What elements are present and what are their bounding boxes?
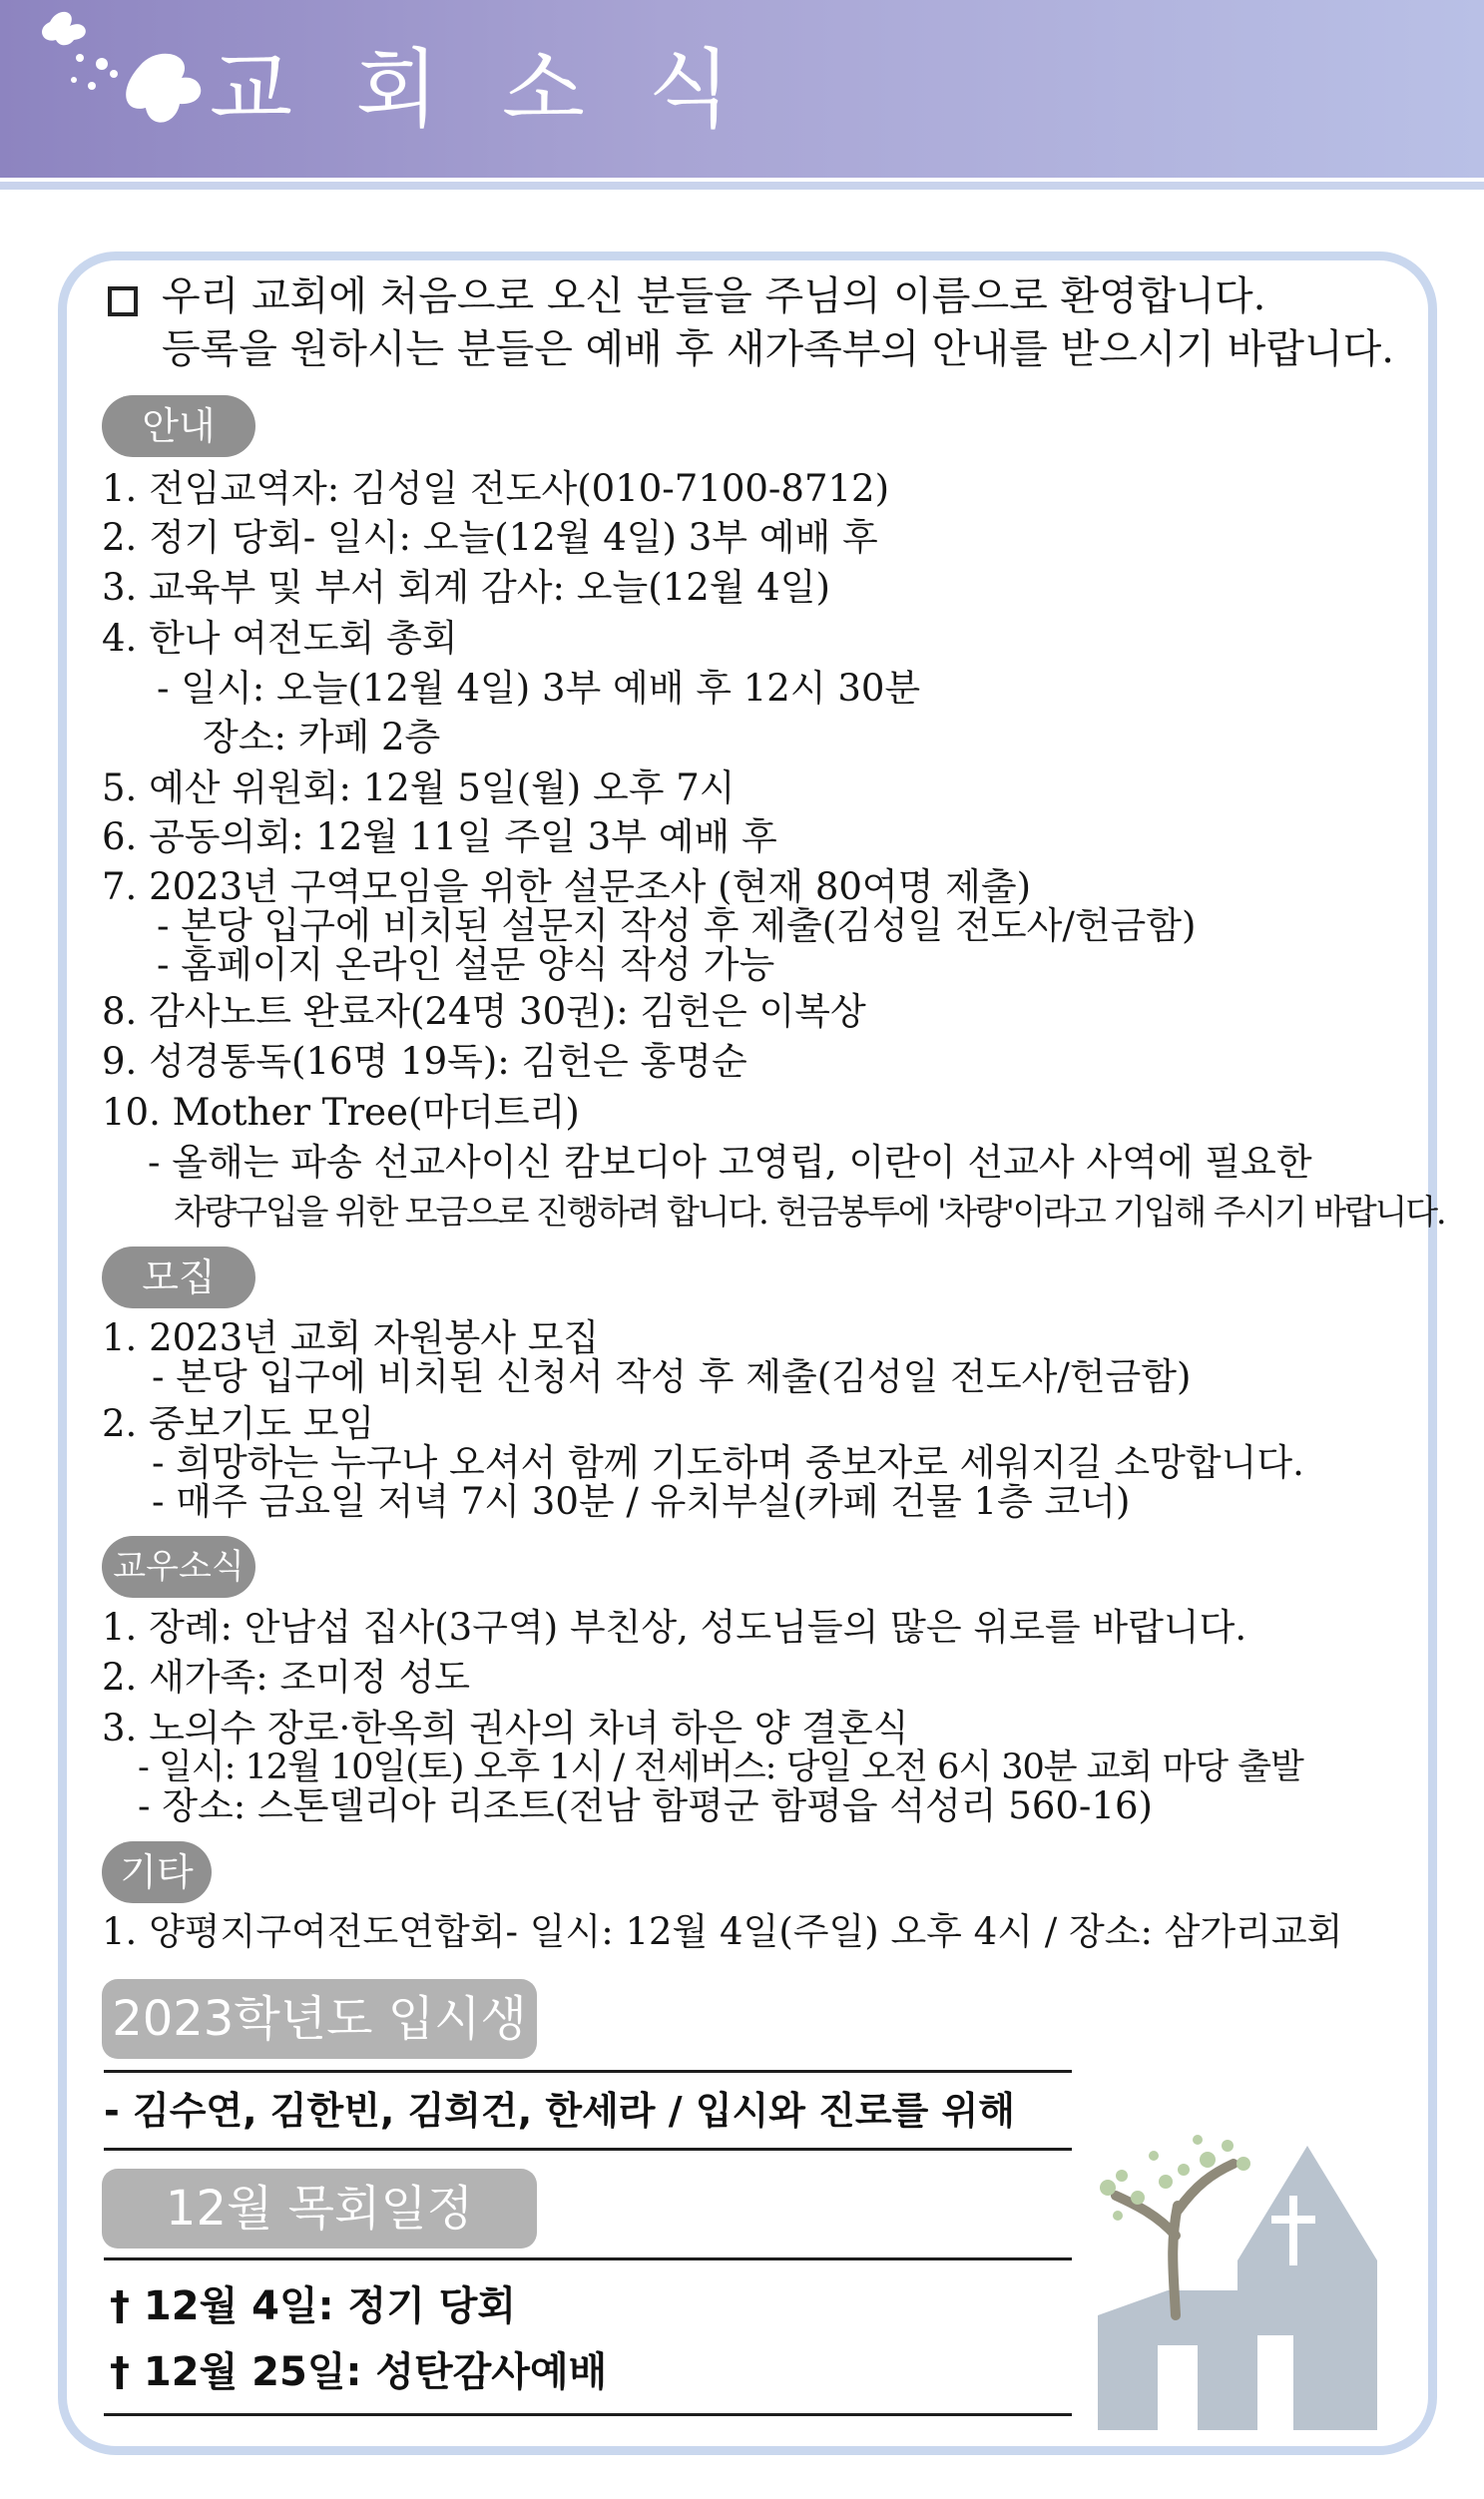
section-label-members: 교우소식	[102, 1536, 255, 1598]
list-item: 3. 노의수 장로·한옥희 권사의 차녀 하은 양 결혼식	[102, 1707, 909, 1749]
list-item: 5. 예산 위원회: 12월 5일(월) 오후 7시	[102, 766, 736, 809]
list-item: 7. 2023년 구역모임을 위한 설문조사 (현재 80여명 제출)	[102, 865, 1032, 908]
welcome-text: 우리 교회에 처음으로 오신 분들을 주님의 이름으로 환영합니다.	[162, 273, 1266, 319]
list-item: 2. 정기 당회- 일시: 오늘(12월 4일) 3부 예배 후	[102, 516, 878, 559]
page-title: 교 회 소 식	[210, 40, 749, 140]
exam-students: - 김수연, 김한빈, 김희건, 한세라 / 입시와 진로를 위해	[104, 2089, 1015, 2133]
list-item: 3. 교육부 및 부서 회계 감사: 오늘(12월 4일)	[102, 566, 830, 609]
list-item: 9. 성경통독(16명 19독): 김헌은 홍명순	[102, 1040, 747, 1083]
list-item: - 본당 입구에 비치된 신청서 작성 후 제출(김성일 전도사/헌금함)	[152, 1355, 1192, 1398]
list-item: 1. 양평지구여전도연합회- 일시: 12월 4일(주일) 오후 4시 / 장소: 삼가리교회	[102, 1910, 1343, 1953]
schedule-item: † 12월 25일: 성탄감사예배	[110, 2349, 608, 2395]
checkbox-icon	[108, 286, 138, 316]
list-item: 1. 2023년 교회 자원봉사 모집	[102, 1316, 600, 1359]
list-item: 6. 공동의회: 12월 11일 주일 3부 예배 후	[102, 815, 777, 858]
list-item: 10. Mother Tree(마더트리)	[102, 1091, 580, 1134]
list-item: 2. 새가족: 조미정 성도	[102, 1656, 470, 1699]
section-label-guide: 안내	[102, 395, 255, 457]
divider	[104, 2070, 1072, 2073]
list-item: 1. 전임교역자: 김성일 전도사(010-7100-8712)	[102, 467, 890, 510]
list-item: 장소: 카페 2층	[203, 716, 441, 758]
list-item: 2. 중보기도 모임	[102, 1402, 375, 1445]
church-icon	[1058, 2086, 1397, 2430]
divider	[104, 2413, 1072, 2416]
list-item: 4. 한나 여전도회 총회	[102, 617, 458, 660]
list-item: - 매주 금요일 저녁 7시 30분 / 유치부실(카페 건물 1층 코너)	[152, 1480, 1131, 1523]
schedule-heading: 12월 목회일정	[102, 2169, 537, 2249]
list-item: - 본당 입구에 비치된 설문지 작성 후 제출(김성일 전도사/헌금함)	[157, 904, 1197, 947]
list-item: 차량구입을 위한 모금으로 진행하려 합니다. 헌금봉투에 '차량'이라고 기입해 주시기 바랍니다.	[174, 1193, 1445, 1233]
divider	[104, 2257, 1072, 2260]
list-item: - 올해는 파송 선교사이신 캄보디아 고영립, 이란이 선교사 사역에 필요한	[148, 1141, 1312, 1184]
list-item: - 희망하는 누구나 오셔서 함께 기도하며 중보자로 세워지길 소망합니다.	[152, 1441, 1304, 1484]
list-item: - 장소: 스톤델리아 리조트(전남 함평군 함평읍 석성리 560-16)	[138, 1784, 1153, 1827]
list-item: 8. 감사노트 완료자(24명 30권): 김헌은 이복상	[102, 990, 866, 1033]
section-label-recruit: 모집	[102, 1247, 255, 1308]
welcome-text: 등록을 원하시는 분들은 예배 후 새가족부의 안내를 받으시기 바랍니다.	[162, 326, 1394, 372]
list-item: - 일시: 12월 10일(토) 오후 1시 / 전세버스: 당일 오전 6시 30분 교회 마당 출발	[138, 1748, 1303, 1787]
divider	[104, 2148, 1072, 2151]
exam-heading: 2023학년도 입시생	[102, 1979, 537, 2059]
list-item: 1. 장례: 안남섭 집사(3구역) 부친상, 성도님들의 많은 위로를 바랍니다.	[102, 1606, 1247, 1649]
list-item: - 홈페이지 온라인 설문 양식 작성 가능	[157, 943, 775, 986]
schedule-item: † 12월 4일: 정기 당회	[110, 2283, 517, 2329]
list-item: - 일시: 오늘(12월 4일) 3부 예배 후 12시 30분	[157, 667, 921, 710]
section-label-etc: 기타	[102, 1841, 212, 1903]
